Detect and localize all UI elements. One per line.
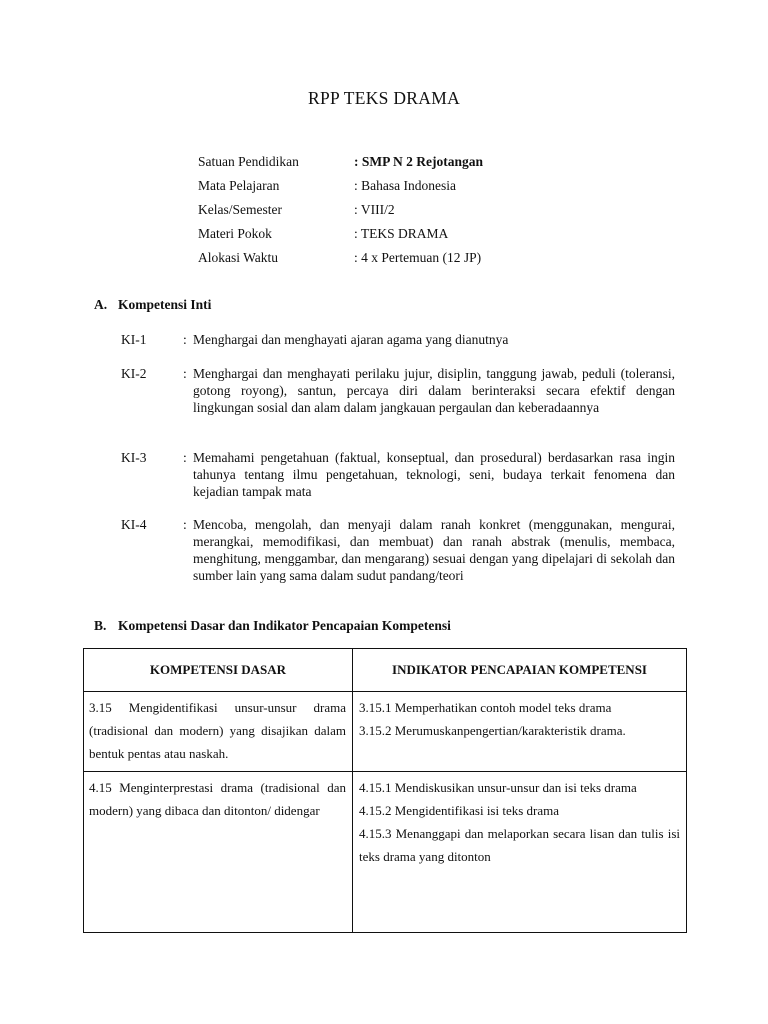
- ki-item: KI-3 : Memahami pengetahuan (faktual, konseptual, dan prosedural) berdasarkan rasa ingin tahunya tentang ilmu pengetahuan, teknologi, seni, budaya terkait fenomena dan kejadian tampak mata: [121, 450, 675, 499]
- section-number: A.: [94, 297, 108, 312]
- identity-row: [198, 198, 483, 222]
- identity-row: [198, 246, 483, 270]
- ki-item: KI-2 : Menghargai dan menghayati perilaku jujur, disiplin, tanggung jawab, peduli (toleransi, gotong royong), santun, percaya diri dalam berinteraksi secara efektif dengan lingkungan sosial dan alam dalam jangkauan pergaulan dan keberadaannya: [121, 366, 675, 415]
- ki-code: KI-3: [121, 450, 147, 465]
- ki-code: KI-2: [121, 366, 147, 381]
- ki-code: KI-1: [121, 332, 147, 347]
- ki-item: KI-4 : Mencoba, mengolah, dan menyaji dalam ranah konkret (menggunakan, mengurai, merangkai, memodifikasi, dan membuat) dan ranah abstrak (menulis, membaca, menghitung, menggambar, dan mengarang) sesuai dengan yang dipelajari di sekolah dan sumber lain yang sama dalam sudut pandang/teori: [121, 517, 675, 583]
- kd-cell: 4.15 Menginterprestasi drama (tradisional dan modern) yang dibaca dan ditonton/ didengar: [84, 772, 353, 933]
- section-title: Kompetensi Inti: [118, 297, 212, 312]
- identity-row: [198, 222, 483, 246]
- indicator-cell: [353, 692, 687, 772]
- identity-block: [198, 150, 483, 270]
- identity-value: : Bahasa Indonesia: [354, 178, 456, 193]
- identity-value: : VIII/2: [354, 202, 395, 217]
- ki-text: Menghargai dan menghayati ajaran agama yang dianutnya: [193, 332, 509, 347]
- ki-code: KI-4: [121, 517, 147, 532]
- indicator-item: 4.15.2 Mengidentifikasi isi teks drama: [359, 803, 560, 818]
- column-header: KOMPETENSI DASAR: [84, 649, 353, 692]
- kd-cell: 3.15 Mengidentifikasi unsur-unsur drama (tradisional dan modern) yang disajikan dalam bentuk pentas atau naskah.: [84, 692, 353, 772]
- indicator-item: 4.15.1 Mendiskusikan unsur-unsur dan isi teks drama: [359, 780, 637, 795]
- table-row: [84, 772, 687, 933]
- section-a-heading: [94, 297, 211, 313]
- section-number: B.: [94, 618, 107, 633]
- ki-text: Mencoba, mengolah, dan menyaji dalam ranah konkret (menggunakan, mengurai, merangkai, memodifikasi, dan membuat) dan ranah abstrak (menulis, membaca, menghitung, menggambar, dan mengarang) sesuai dengan yang dipelajari di sekolah dan sumber lain yang sama dalam sudut pandang/teori: [193, 517, 675, 583]
- document-title: RPP TEKS DRAMA: [307, 88, 461, 108]
- identity-value: : TEKS DRAMA: [354, 226, 449, 241]
- table-row: [84, 692, 687, 772]
- identity-value: : SMP N 2 Rejotangan: [354, 154, 483, 169]
- identity-label: Materi Pokok: [198, 226, 272, 241]
- identity-row: [198, 150, 483, 174]
- indicator-item: 3.15.2 Merumuskanpengertian/karakteristik drama.: [359, 723, 626, 738]
- column-header: INDIKATOR PENCAPAIAN KOMPETENSI: [353, 649, 687, 692]
- ki-text: Menghargai dan menghayati perilaku jujur, disiplin, tanggung jawab, peduli (toleransi, gotong royong), santun, percaya diri dalam berinteraksi secara efektif dengan lingkungan sosial dan alam dalam jangkauan pergaulan dan keberadaannya: [193, 366, 675, 415]
- ki-item: KI-1 : Menghargai dan menghayati ajaran agama yang dianutnya: [121, 331, 675, 348]
- competency-table: [83, 648, 687, 933]
- table-header-row: [84, 649, 687, 692]
- indicator-item: 3.15.1 Memperhatikan contoh model teks drama: [359, 700, 612, 715]
- identity-label: Mata Pelajaran: [198, 178, 280, 193]
- section-b-heading: [94, 618, 451, 634]
- identity-value: : 4 x Pertemuan (12 JP): [354, 250, 482, 265]
- ki-text: Memahami pengetahuan (faktual, konseptual, dan prosedural) berdasarkan rasa ingin tahunya tentang ilmu pengetahuan, teknologi, seni, budaya terkait fenomena dan kejadian tampak mata: [193, 450, 675, 499]
- identity-label: Alokasi Waktu: [198, 250, 279, 265]
- identity-row: [198, 174, 483, 198]
- section-title: Kompetensi Dasar dan Indikator Pencapaian Kompetensi: [118, 618, 451, 633]
- indicator-item: 4.15.3 Menanggapi dan melaporkan secara lisan dan tulis isi teks drama yang ditonton: [359, 826, 680, 864]
- indicator-cell: [353, 772, 687, 933]
- identity-label: Kelas/Semester: [198, 202, 282, 217]
- identity-label: Satuan Pendidikan: [198, 154, 299, 169]
